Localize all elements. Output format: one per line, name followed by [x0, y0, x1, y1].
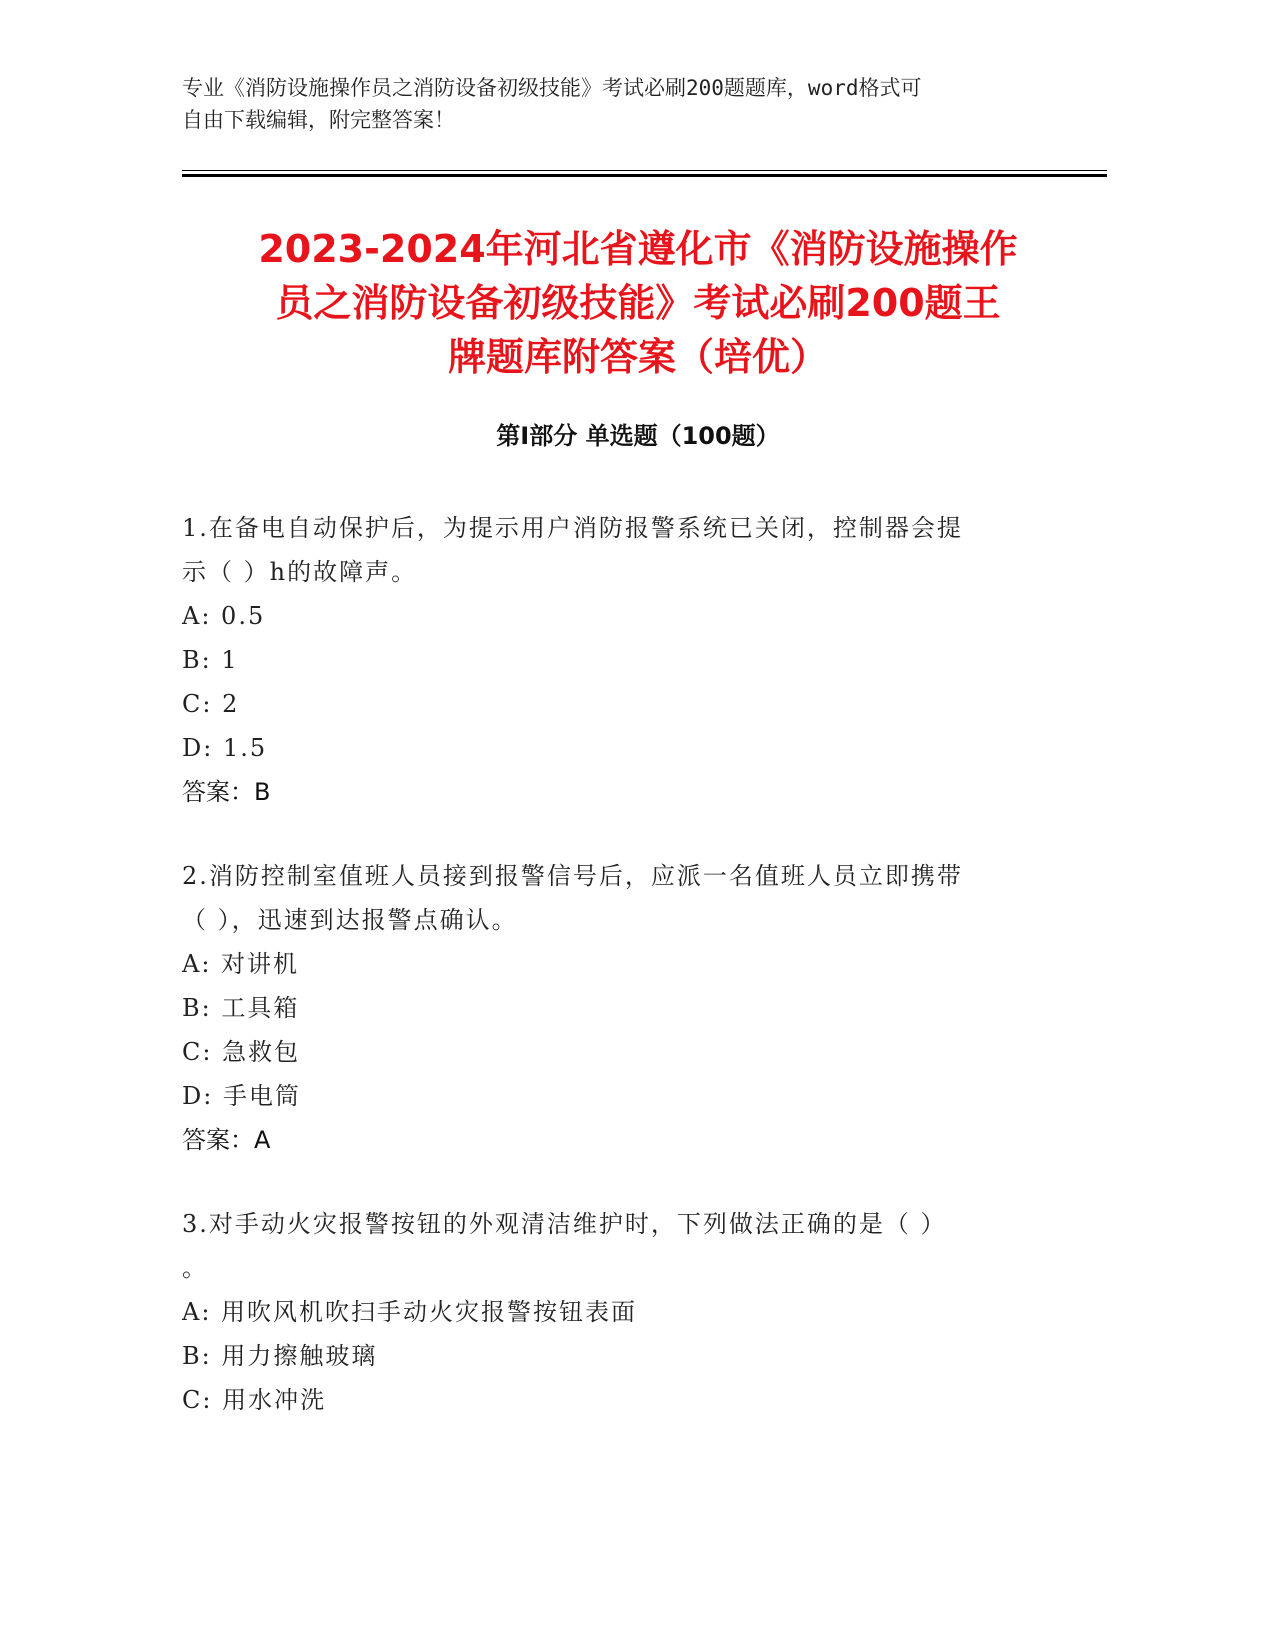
option-c: C: 2	[182, 690, 240, 718]
header-divider-thin	[182, 170, 1107, 171]
option-d: D: 手电筒	[182, 1082, 301, 1110]
question-1	[182, 506, 1022, 814]
document-title-line-3: 牌题库附答案（培优）	[447, 335, 828, 379]
question-3	[182, 1202, 1022, 1422]
document-title-line-2: 员之消防设备初级技能》考试必刷200题王	[275, 281, 1001, 325]
question-stem: 1.在备电自动保护后，为提示用户消防报警系统已关闭，控制器会提	[182, 514, 963, 542]
question-stem-continued: 。	[182, 1254, 208, 1282]
option-a: A: 用吹风机吹扫手动火灾报警按钮表面	[182, 1298, 638, 1326]
option-d: D: 1.5	[182, 734, 268, 762]
question-stem-continued: 示（ ）h的故障声。	[182, 558, 418, 586]
answer: 答案：A	[182, 1126, 271, 1154]
option-c: C: 急救包	[182, 1038, 301, 1066]
option-b: B: 用力擦触玻璃	[182, 1342, 378, 1370]
section-heading: 第I部分 单选题（100题）	[496, 422, 780, 450]
header-note-line-1: 专业《消防设施操作员之消防设备初级技能》考试必刷200题题库，word格式可	[182, 76, 922, 100]
document-title-line-1: 2023-2024年河北省遵化市《消防设施操作	[258, 227, 1018, 271]
question-2	[182, 854, 1022, 1162]
option-b: B: 1	[182, 646, 239, 674]
question-list	[182, 506, 1022, 1462]
header-note-line-2: 自由下载编辑，附完整答案！	[182, 108, 455, 132]
answer: 答案：B	[182, 778, 271, 806]
question-stem: 3.对手动火灾报警按钮的外观清洁维护时，下列做法正确的是（ ）	[182, 1210, 947, 1238]
document-title	[182, 222, 1094, 384]
option-b: B: 工具箱	[182, 994, 300, 1022]
header-divider-thick	[182, 174, 1107, 177]
option-c: C: 用水冲洗	[182, 1386, 327, 1414]
question-stem-continued: （ ），迅速到达报警点确认。	[182, 906, 518, 934]
option-a: A: 对讲机	[182, 950, 300, 978]
question-stem: 2.消防控制室值班人员接到报警信号后，应派一名值班人员立即携带	[182, 862, 963, 890]
option-a: A: 0.5	[182, 602, 266, 630]
header-note	[182, 72, 1042, 136]
